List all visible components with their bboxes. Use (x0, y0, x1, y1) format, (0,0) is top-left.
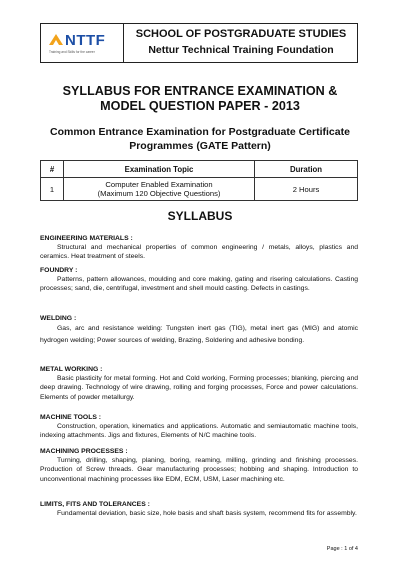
col-header-duration: Duration (255, 161, 358, 178)
section-foundry (40, 266, 358, 294)
section-body: Patterns, pattern allowances, moulding and core making, gating and risering calculations. Casting processes; sand, die, centrifugal, investment and shell mould casting. Defects in castings. (40, 276, 358, 293)
row-topic (64, 178, 255, 201)
section-limits-fits-tolerances (40, 500, 358, 518)
section-metal-working (40, 365, 358, 402)
section-body: Construction, operation, kinematics and applications. Automatic and semiautomatic machine tools, indexing attachments. Jigs and fixtures, Elements of N/C machine tools. (40, 423, 358, 440)
logo-text: NTTF (65, 32, 106, 49)
foundation-name: Nettur Technical Training Foundation (148, 44, 334, 56)
section-machining-processes (40, 447, 358, 484)
section-body: Structural and mechanical properties of common engineering / metals, alloys, plastics and ceramics. Heat treatment of steels. (40, 244, 358, 261)
section-title: MACHINE TOOLS : (40, 414, 102, 421)
header-titles (123, 24, 359, 62)
subtitle-line2: Programmes (GATE Pattern) (129, 140, 271, 152)
logo-tagline: Training and Skills for the career (49, 50, 95, 54)
section-machine-tools (40, 413, 358, 441)
section-body: Gas, arc and resistance welding: Tungsten inert gas (TIG), metal inert gas (MIG) and atomic hydrogen welding; Power sources of welding, Brazing, Soldering and adhesive bonding. (40, 325, 358, 344)
logo-cell (41, 24, 124, 62)
exam-table-header-row (41, 161, 358, 178)
section-welding (40, 314, 358, 346)
section-title: MACHINING PROCESSES : (40, 448, 128, 455)
col-header-number: # (41, 161, 64, 178)
section-title: ENGINEERING MATERIALS : (40, 235, 133, 242)
section-title: LIMITS, FITS AND TOLERANCES : (40, 501, 150, 508)
section-body: Basic plasticity for metal forming. Hot and Cold working, Forming processes; blanking, piercing and deep drawing. Technology of wire drawing, rolling and forging processes, Force and power calculations. Elements of powder metallurgy. (40, 375, 358, 401)
subtitle-line1: Common Entrance Examination for Postgraduate Certificate (50, 126, 350, 138)
page-number: Page : 1 of 4 (326, 546, 358, 552)
school-name: SCHOOL OF POSTGRADUATE STUDIES (135, 28, 347, 40)
section-title: FOUNDRY : (40, 267, 78, 274)
syllabus-heading: SYLLABUS (167, 209, 233, 223)
col-header-topic: Examination Topic (64, 161, 255, 178)
nttf-logo (47, 29, 119, 57)
document-title-line2: MODEL QUESTION PAPER - 2013 (100, 99, 300, 113)
exam-table (40, 160, 358, 201)
section-body: Fundamental deviation, basic size, hole basis and shaft basis system, recommend fits for assembly. (57, 510, 357, 517)
logo-arrow-icon (47, 31, 65, 49)
section-title: METAL WORKING : (40, 366, 103, 373)
table-row (41, 178, 358, 201)
row-topic-line2: (Maximum 120 Objective Questions) (97, 189, 221, 198)
row-number: 1 (41, 178, 64, 201)
row-duration: 2 Hours (255, 178, 358, 201)
section-engineering-materials (40, 234, 358, 262)
section-body: Turning, drilling, shaping, planing, boring, reaming, milling, grinding and finishing processes. Production of Screw threads. Gear manufacturing processes; hobbing and shaping. Introduction to unconventional machining processes like EDM, ECM, USM, Laser machining etc. (40, 457, 358, 483)
document-title-line1: SYLLABUS FOR ENTRANCE EXAMINATION & (62, 84, 338, 98)
header-box (40, 23, 358, 63)
row-topic-line1: Computer Enabled Examination (105, 180, 213, 189)
section-title: WELDING : (40, 315, 77, 322)
